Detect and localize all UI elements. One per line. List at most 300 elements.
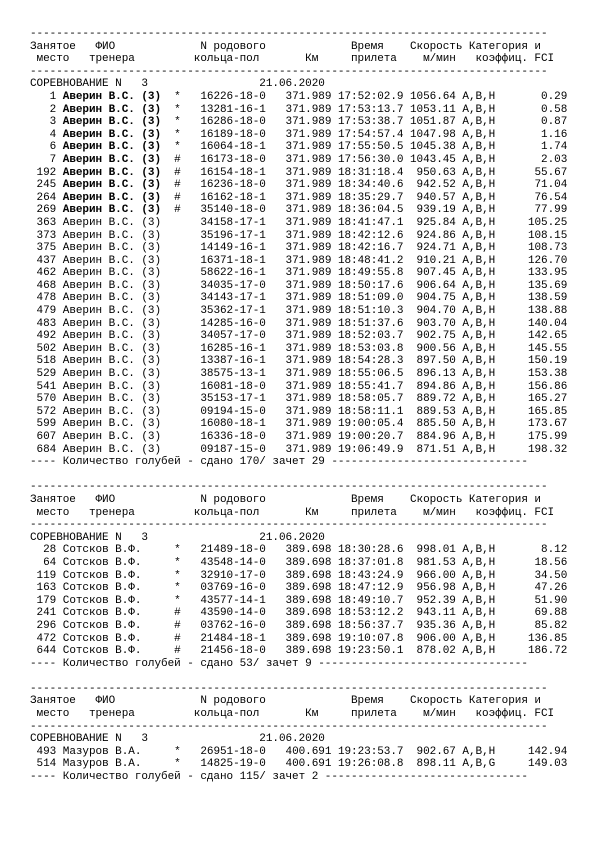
distance-km: 371.989 [265,443,332,456]
result-row [30,368,567,381]
mark: # [174,204,188,217]
arrival-time: 19:10:07.8 [331,632,404,645]
mark [174,355,187,367]
ring-number: 34035-17-0 [187,279,266,292]
category: A,B,H [455,90,522,103]
ring-number: 13281-16-1 [187,103,266,116]
fci-coef: 71.04 [521,179,568,192]
speed: 871.51 [403,443,456,456]
mark: # [174,166,188,179]
distance-km: 371.989 [265,418,332,431]
mark: * [174,141,188,154]
mark: # [174,191,188,204]
fci-coef: 69.88 [521,607,568,620]
ring-number: 16285-16-1 [187,342,266,355]
arrival-time: 18:51:37.6 [331,317,404,330]
arrival-time: 18:42:16.7 [331,242,404,255]
mark [174,368,187,380]
speed: 924.86 [403,229,456,242]
fci-coef: 173.67 [521,418,568,431]
mark [174,292,187,304]
place: 599 [30,418,63,431]
category: A,B,H [455,204,522,217]
category: A,B,H [455,368,522,381]
fci-coef: 47.26 [521,582,568,595]
ring-number: 43590-14-0 [187,607,266,620]
distance-km: 400.691 [265,758,332,771]
mark: * [174,582,188,595]
distance-km: 371.989 [265,267,332,280]
distance-km: 389.698 [265,619,332,632]
arrival-time: 18:58:05.7 [331,393,404,406]
result-row [30,129,567,142]
speed: 903.70 [403,317,456,330]
ring-number: 16173-18-0 [187,153,266,166]
competition-date: 21.06.2020 [259,531,325,544]
arrival-time: 17:54:57.4 [331,128,404,141]
ring-number: 13387-16-1 [187,355,266,368]
mark: * [174,90,188,103]
ring-number: 03769-16-0 [187,582,266,595]
distance-km: 371.989 [265,380,332,393]
speed: 889.53 [403,405,456,418]
fancier-name: Аверин В.С. (3) [62,279,175,292]
category: A,B,H [455,317,522,330]
category: A,B,H [455,191,522,204]
ring-number: 16371-18-1 [187,254,266,267]
arrival-time: 18:37:01.8 [331,556,404,569]
ring-number: 16154-18-1 [187,166,266,179]
place: 7 [30,153,63,166]
fancier-name: Сотсков В.Ф. [62,619,175,632]
distance-km: 371.989 [265,166,332,179]
result-row [30,444,567,457]
result-row [30,393,567,406]
result-row [30,570,567,583]
category: A,B,H [455,279,522,292]
result-row [30,204,567,217]
arrival-time: 18:50:17.6 [331,279,404,292]
arrival-time: 17:56:30.0 [331,153,404,166]
fancier-name: Сотсков В.Ф. [62,607,175,620]
result-row [30,230,567,243]
speed: 943.11 [403,607,456,620]
fancier-name: Аверин В.С. (3) [62,317,175,330]
category: A,B,H [455,632,522,645]
ring-number: 35362-17-1 [187,305,266,318]
place: 363 [30,216,63,229]
distance-km: 371.989 [265,242,332,255]
speed: 942.52 [403,179,456,192]
distance-km: 371.989 [265,141,332,154]
rule-line: ------------------------------------------------------------------------------- [30,28,548,40]
place: 437 [30,254,63,267]
category: A,B,H [455,342,522,355]
place: 241 [30,607,63,620]
mark [174,242,187,254]
result-row [30,418,567,431]
spacer [148,532,259,544]
arrival-time: 18:52:03.7 [331,330,404,343]
ring-number: 58622-16-1 [187,267,266,280]
fancier-name: Аверин В.С. (3) [62,393,175,406]
fancier-name: Аверин В.С. (3) [62,267,175,280]
category: A,B,H [455,607,522,620]
category: A,B,H [455,619,522,632]
speed: 906.00 [403,632,456,645]
fancier-name: Аверин В.С. (3) [62,355,175,368]
fci-coef: 51.90 [521,594,568,607]
distance-km: 389.698 [265,607,332,620]
category: A,B,H [455,355,522,368]
distance-km: 371.989 [265,393,332,406]
results-document [30,28,567,784]
fancier-name: Сотсков В.Ф. [62,544,175,557]
ring-number: 43577-14-1 [187,594,266,607]
place: 570 [30,393,63,406]
fci-coef: 126.70 [521,254,568,267]
place: 478 [30,292,63,305]
speed: 924.71 [403,242,456,255]
fci-coef: 108.15 [521,229,568,242]
competition-title: СОРЕВНОВАНИЕ N 3 [30,733,148,746]
fancier-name: Аверин В.С. (3) [62,380,175,393]
speed: 1053.11 [403,103,456,116]
header-line-1: Занятое ФИО N родового Время Скорость Категория и [30,40,541,53]
category: A,B,H [455,594,522,607]
category: A,B,H [455,305,522,318]
distance-km: 371.989 [265,229,332,242]
fancier-name: Аверин В.С. (3) [62,405,175,418]
fancier-name: Мазуров В.А. [62,745,175,758]
fancier-name: Аверин В.С. (3) [62,128,175,141]
category: A,B,H [455,153,522,166]
arrival-time: 18:30:28.6 [331,544,404,557]
speed: 939.19 [403,204,456,217]
ring-number: 21489-18-0 [187,544,266,557]
mark: * [174,569,188,582]
category: A,B,H [455,443,522,456]
distance-km: 371.989 [265,254,332,267]
header-line-2: место тренера кольца-пол Км прилета м/мин коэффиц. FCI [30,53,555,66]
category: A,B,H [455,229,522,242]
competition-title: СОРЕВНОВАНИЕ N 3 [30,78,148,91]
speed: 966.00 [403,569,456,582]
fancier-name: Мазуров В.А. [62,758,175,771]
result-row [30,179,567,192]
result-row [30,267,567,280]
rule-line: ------------------------------------------------------------------------------- [30,682,548,695]
fci-coef: 136.85 [521,632,568,645]
arrival-time: 17:53:38.7 [331,116,404,129]
fancier-name: Сотсков В.Ф. [62,569,175,582]
speed: 885.50 [403,418,456,431]
fancier-name: Аверин В.С. (3) [62,216,175,229]
header-line-1: Занятое ФИО N родового Время Скорость Категория и [30,695,541,708]
arrival-time: 18:51:09.0 [331,292,404,305]
result-row [30,116,567,129]
arrival-time: 19:00:05.4 [331,418,404,431]
place: 479 [30,305,63,318]
place: 192 [30,166,63,179]
fci-coef: 135.69 [521,279,568,292]
fci-coef: 76.54 [521,191,568,204]
competition-date: 21.06.2020 [259,78,325,91]
speed: 884.96 [403,431,456,443]
place: 1 [30,90,63,103]
rule-line: ------------------------------------------------------------------------------- [30,720,548,733]
place: 514 [30,758,63,771]
fancier-name: Сотсков В.Ф. [62,594,175,607]
fci-coef: 186.72 [521,645,568,658]
arrival-time: 19:23:50.1 [331,645,404,658]
distance-km: 371.989 [265,216,332,229]
distance-km: 371.989 [265,128,332,141]
arrival-time: 18:35:29.7 [331,191,404,204]
category: A,B,H [455,292,522,305]
distance-km: 389.698 [265,582,332,595]
place: 163 [30,582,63,595]
ring-number: 16081-18-0 [187,380,266,393]
ring-number: 09194-15-0 [187,405,266,418]
category: A,B,H [455,645,522,658]
place: 502 [30,342,63,355]
place: 119 [30,569,63,582]
ring-number: 34143-17-1 [187,292,266,305]
result-row [30,595,567,608]
summary-line: ---- Количество голубей - сдано 53/ зачет 9 -------------------------------- [30,657,528,670]
category: A,B,H [455,745,522,758]
mark [174,393,187,405]
distance-km: 371.989 [265,90,332,103]
fci-coef: 198.32 [521,443,568,456]
place: 375 [30,242,63,255]
fci-coef: 153.38 [521,368,568,381]
ring-number: 21456-18-0 [187,645,266,658]
fancier-name: Аверин В.С. (3) [62,431,175,443]
mark [174,267,187,279]
place: 28 [30,544,63,557]
speed: 1043.45 [403,153,456,166]
place: 483 [30,317,63,330]
place: 493 [30,745,63,758]
fci-coef: 8.12 [521,544,568,557]
fancier-name: Аверин В.С. (3) [62,153,175,166]
fancier-name: Сотсков В.Ф. [62,632,175,645]
spacer [148,78,259,90]
fci-coef: 18.56 [521,556,568,569]
arrival-time: 17:55:50.5 [331,141,404,154]
fancier-name: Аверин В.С. (3) [62,254,175,267]
distance-km: 371.989 [265,204,332,217]
result-row [30,406,567,419]
mark [174,305,187,317]
fci-coef: 142.94 [521,745,568,758]
speed: 900.56 [403,342,456,355]
category: A,B,H [455,128,522,141]
place: 373 [30,229,63,242]
mark [174,406,187,418]
speed: 981.53 [403,556,456,569]
place: 64 [30,556,63,569]
fci-coef: 138.88 [521,305,568,318]
rule-line: ------------------------------------------------------------------------------- [30,481,548,494]
category: A,B,H [455,103,522,116]
distance-km: 371.989 [265,355,332,368]
ring-number: 16189-18-0 [187,128,266,141]
fci-coef: 0.29 [521,90,568,103]
mark [174,343,187,355]
place: 684 [30,443,63,456]
speed: 894.86 [403,380,456,393]
result-row [30,645,567,658]
place: 3 [30,116,63,129]
speed: 907.45 [403,267,456,280]
mark: * [174,556,188,569]
category: A,B,H [455,405,522,418]
category: A,B,H [455,556,522,569]
fancier-name: Аверин В.С. (3) [62,166,175,179]
category: A,B,H [455,242,522,255]
distance-km: 371.989 [265,292,332,305]
fci-coef: 149.03 [521,758,568,771]
competition-line [30,532,567,545]
distance-km: 389.698 [265,569,332,582]
category: A,B,H [455,330,522,343]
competition-line [30,78,567,91]
speed: 1045.38 [403,141,456,154]
arrival-time: 17:52:02.9 [331,90,404,103]
category: A,B,H [455,179,522,192]
arrival-time: 19:26:08.8 [331,758,404,771]
ring-number: 43548-14-0 [187,556,266,569]
place: 492 [30,330,63,343]
fci-coef: 108.73 [521,242,568,255]
distance-km: 371.989 [265,116,332,129]
result-row [30,544,567,557]
fci-coef: 55.67 [521,166,568,179]
mark [174,255,187,267]
category: A,B,G [455,758,522,771]
category: A,B,H [455,380,522,393]
mark: # [174,179,188,192]
fancier-name: Аверин В.С. (3) [62,191,175,204]
mark: * [174,103,188,116]
distance-km: 371.989 [265,191,332,204]
mark: # [174,153,188,166]
distance-km: 371.989 [265,431,332,443]
speed: 998.01 [403,544,456,557]
speed: 902.75 [403,330,456,343]
place: 472 [30,632,63,645]
category: A,B,H [455,582,522,595]
distance-km: 371.989 [265,330,332,343]
ring-number: 35153-17-1 [187,393,266,406]
ring-number: 34057-17-0 [187,330,266,343]
result-row [30,192,567,205]
place: 607 [30,431,63,443]
category: A,B,H [455,116,522,129]
section-gap [30,670,567,683]
arrival-time: 19:06:49.9 [331,443,404,456]
arrival-time: 18:54:28.3 [331,355,404,368]
fci-coef: 0.87 [521,116,568,129]
arrival-time: 18:51:10.3 [331,305,404,318]
fancier-name: Аверин В.С. (3) [62,330,175,343]
fci-coef: 175.99 [521,431,568,443]
speed: 935.36 [403,619,456,632]
ring-number: 16286-18-0 [187,116,266,129]
mark [174,418,187,430]
category: A,B,H [455,166,522,179]
fancier-name: Аверин В.С. (3) [62,418,175,431]
mark [174,280,187,292]
arrival-time: 18:48:41.2 [331,254,404,267]
ring-number: 38575-13-1 [187,368,266,381]
fancier-name: Аверин В.С. (3) [62,305,175,318]
arrival-time: 18:41:47.1 [331,216,404,229]
arrival-time: 18:53:12.2 [331,607,404,620]
place: 245 [30,179,63,192]
distance-km: 371.989 [265,279,332,292]
place: 6 [30,141,63,154]
mark: * [174,544,188,557]
speed: 878.02 [403,645,456,658]
place: 179 [30,594,63,607]
speed: 897.50 [403,355,456,368]
result-row [30,217,567,230]
fci-coef: 165.27 [521,393,568,406]
result-row [30,255,567,268]
distance-km: 389.698 [265,544,332,557]
place: 518 [30,355,63,368]
speed: 898.11 [403,758,456,771]
ring-number: 16336-18-0 [187,431,266,443]
ring-number: 16236-18-0 [187,179,266,192]
fci-coef: 77.99 [521,204,568,217]
arrival-time: 18:49:55.8 [331,267,404,280]
place: 2 [30,103,63,116]
category: A,B,H [455,216,522,229]
mark [174,330,187,342]
result-row [30,141,567,154]
fancier-name: Аверин В.С. (3) [62,368,175,381]
fancier-name: Аверин В.С. (3) [62,141,175,154]
mark [174,318,187,330]
result-row [30,607,567,620]
arrival-time: 18:47:12.9 [331,582,404,595]
place: 264 [30,191,63,204]
arrival-time: 18:55:41.7 [331,380,404,393]
category: A,B,H [455,393,522,406]
fci-coef: 140.04 [521,317,568,330]
arrival-time: 18:36:04.5 [331,204,404,217]
fancier-name: Аверин В.С. (3) [62,116,175,129]
result-row [30,557,567,570]
mark: * [174,745,188,758]
spacer [148,733,259,745]
header-line-1: Занятое ФИО N родового Время Скорость Категория и [30,493,541,506]
ring-number: 16226-18-0 [187,90,266,103]
speed: 950.63 [403,166,456,179]
distance-km: 371.989 [265,179,332,192]
ring-number: 32910-17-0 [187,569,266,582]
place: 644 [30,645,63,658]
fancier-name: Аверин В.С. (3) [62,443,175,456]
mark: # [174,607,188,620]
speed: 910.21 [403,254,456,267]
speed: 896.13 [403,368,456,381]
